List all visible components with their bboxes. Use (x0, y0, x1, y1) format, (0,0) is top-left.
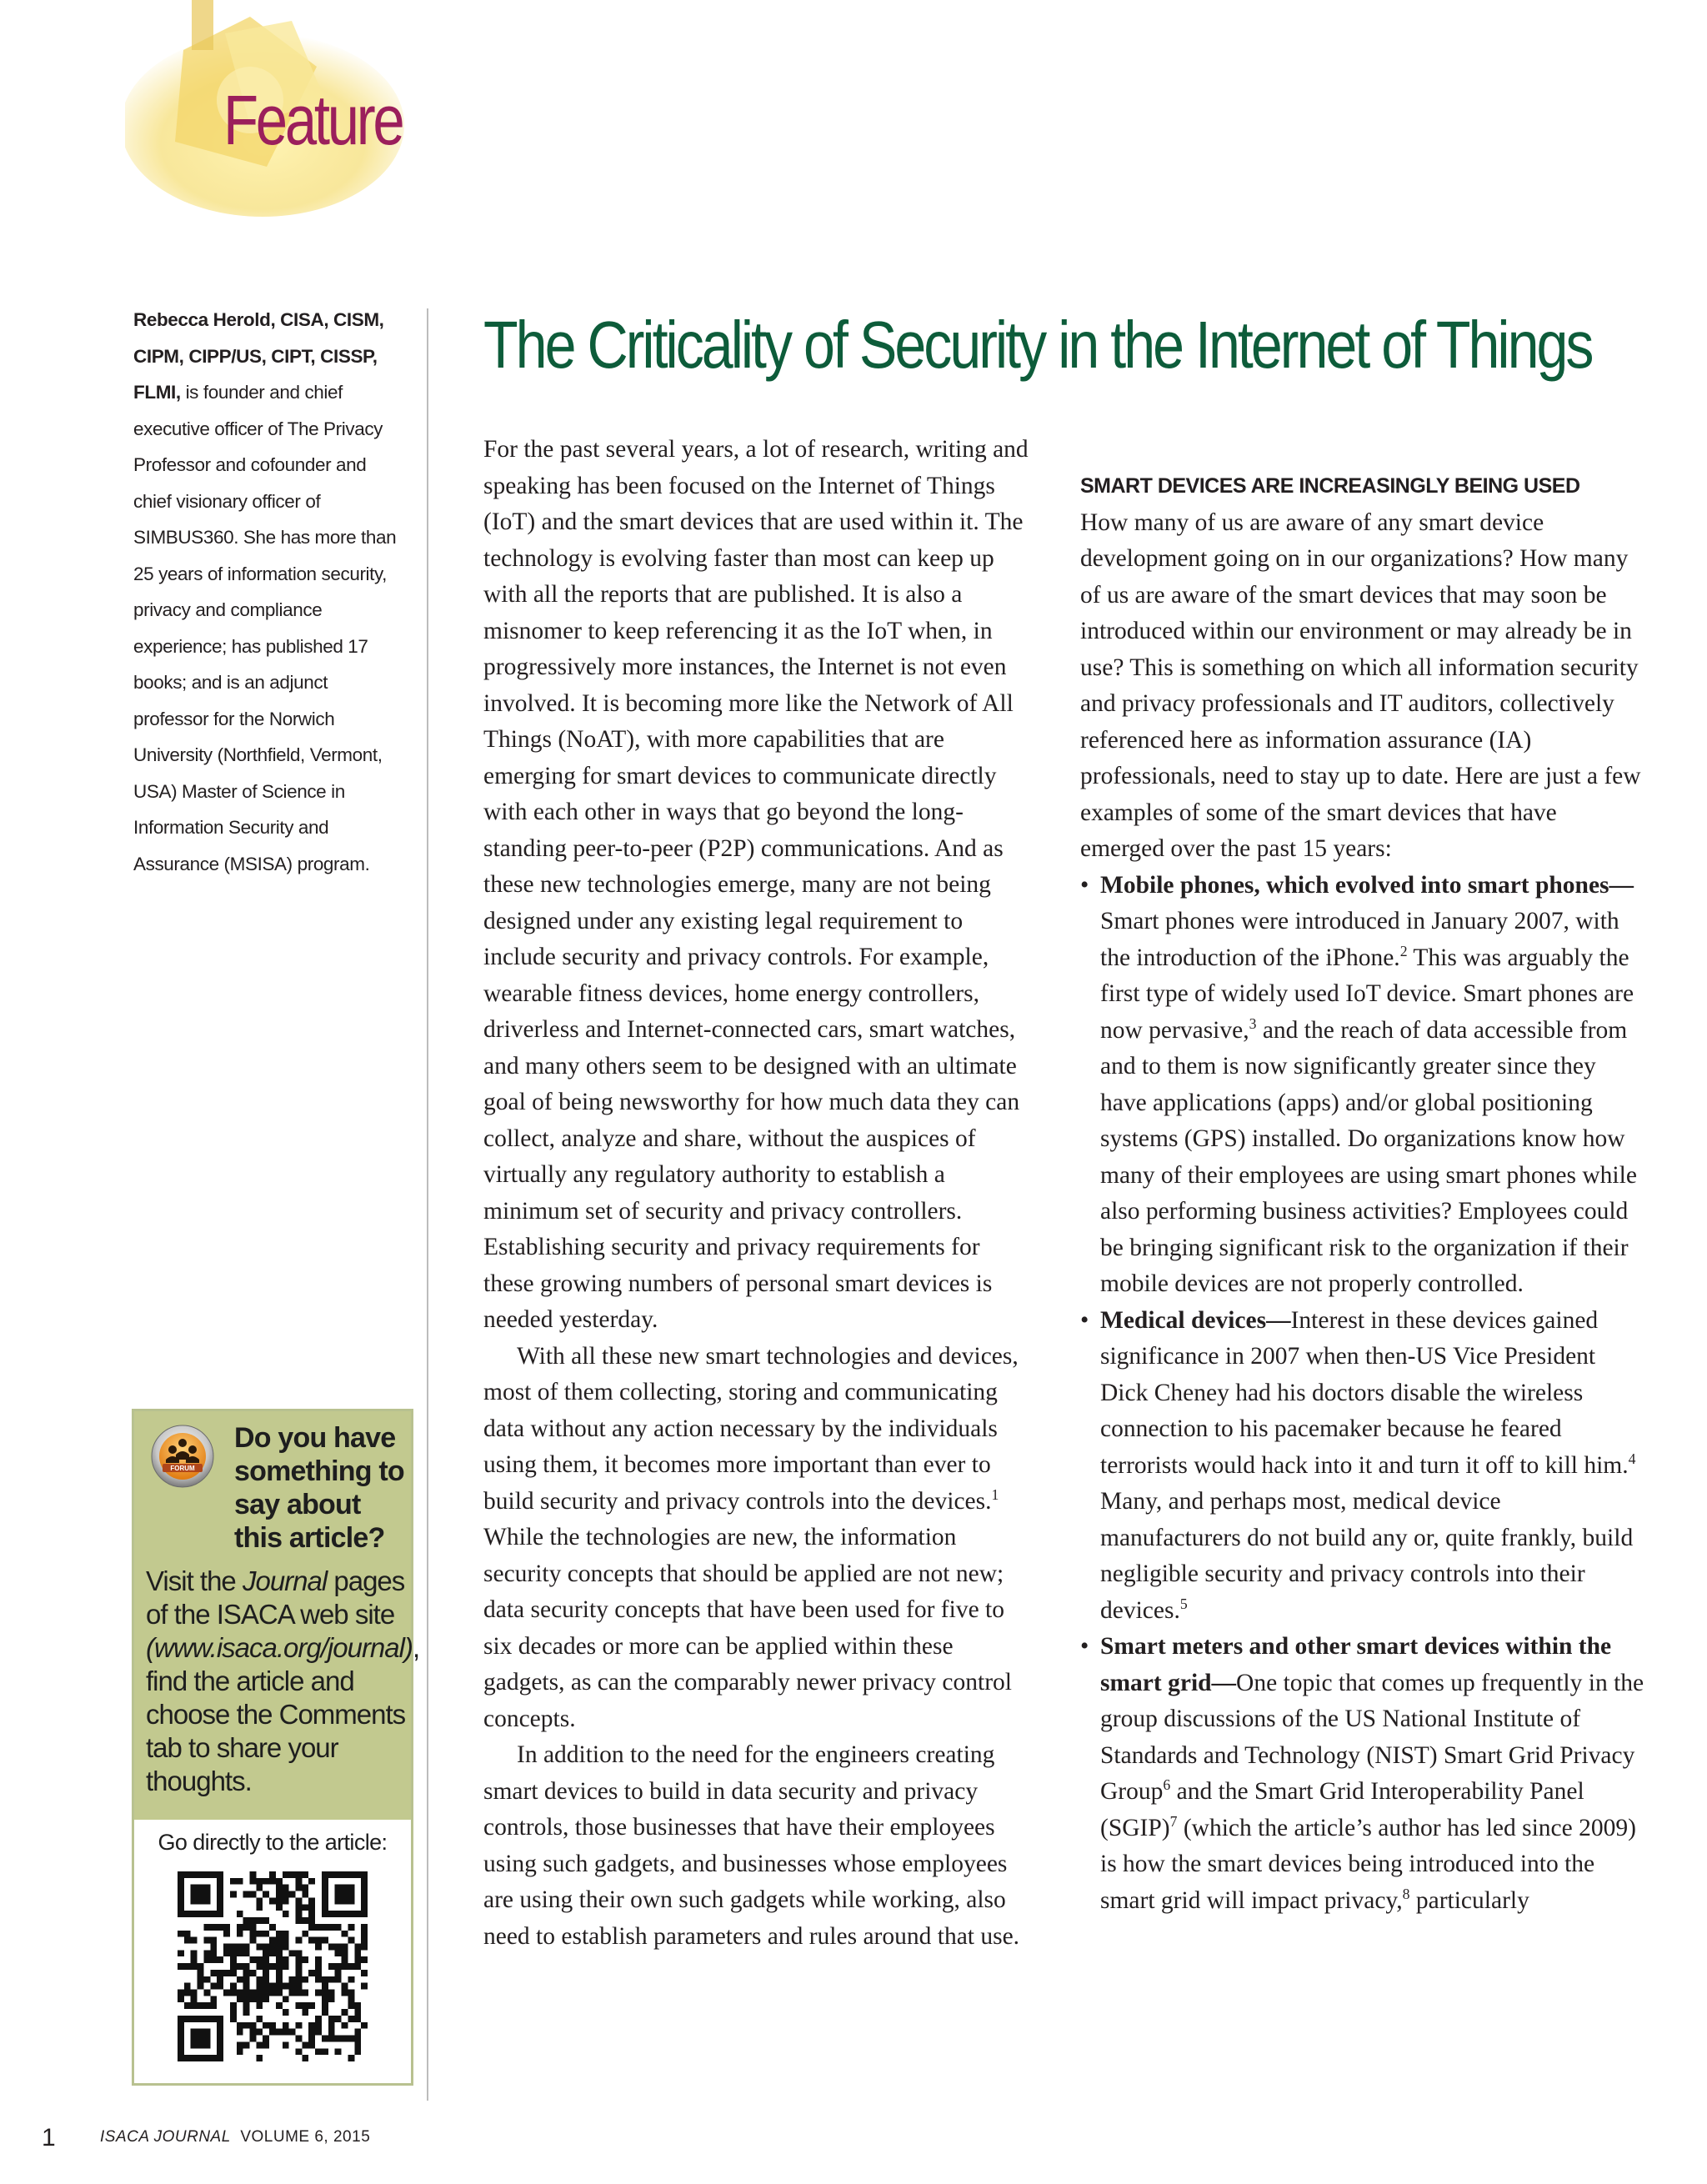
article-column-2 (1080, 468, 1647, 1919)
bullet-icon: • (1080, 871, 1089, 899)
author-bio-text: is founder and chief executive officer of The Privacy Professor and cofounder and chief visionary officer of SIMBUS360. She has more than 25 years of information security, privacy and compliance experience; has published 17 books; and is an adjunct professor for the Norwich University (Northfield, Vermont, USA) Master of Science in Information Security and Assurance (MSISA) program. (133, 382, 397, 874)
device-list (1080, 868, 1647, 1920)
section-intro: How many of us are aware of any smart device development going on in our organizations? How many of us are aware of the smart devices that may soon be introduced within our environment or may already be in use? This is something on which all information security and privacy professionals and IT auditors, collectively referenced here as information assurance (IA) professionals, need to stay up to date. Here are just a few examples of some of the smart devices that have emerged over the past 15 years: (1080, 508, 1641, 862)
go-directly-label: Go directly to the article: (158, 1830, 388, 1855)
journal-name: ISACA JOURNAL (100, 2128, 231, 2146)
section-heading: SMART DEVICES ARE INCREASINGLY BEING USED (1080, 474, 1580, 498)
page-number: 1 (42, 2124, 56, 2151)
forum-callout (132, 1409, 420, 2086)
paragraph-2: With all these new smart technologies and devices, most of them collecting, storing and communicating data without any action necessary by the individuals using them, it becomes more important than ever to build security and privacy controls into the devices.$^1$ While the technologies are new, the information security concepts that should be applied are not new; data security concepts that have been used for five to six decades or more can be applied within these gadgets, as can the comparably newer privacy control concepts. (483, 1342, 1019, 1732)
forum-question: Do you have something to say about this article? (234, 1422, 404, 1554)
article-column-1 (483, 432, 1034, 1955)
article-title: The Criticality of Security in the Internet of Things (483, 308, 1592, 382)
list-item: • Smart meters and other smart devices within the smart grid—One topic that comes up frequently in the group discussions of the US National Institute of Standards and Technology (NIST) Smart Grid Privacy Group$^6$ and the Smart Grid Interoperability Panel (SGIP)$^7$ (which the article’s author has led since 2009) is how the smart devices being introduced into the smart grid will impact privacy,$^8$ particularly (1080, 1629, 1647, 1919)
author-name: Rebecca Herold, CISA, CISM, CIPM, CIPP/US, CIPT, CISSP, FLMI, (133, 309, 384, 403)
journal-volume: VOLUME 6, 2015 (240, 2128, 371, 2146)
forum-callout-top (134, 1411, 420, 1820)
bullet-icon: • (1080, 1633, 1089, 1660)
footnote-ref: 1 (991, 1485, 999, 1503)
column-divider (427, 308, 428, 2101)
bullet-icon: • (1080, 1306, 1089, 1334)
journal-footer (100, 2128, 370, 2146)
list-item: • Mobile phones, which evolved into smart phones—Smart phones were introduced in January 2007, with the introduction of the iPhone.$^2$ This was arguably the first type of widely used IoT device. Smart phones are now pervasive,$^3$ and the reach of data accessible from and to them is now significantly greater since they have applications (apps) and/or global positioning systems (GPS) installed. Do organizations know how many of their employees are using smart phones while also performing business activities? Employees could be bringing significant risk to the organization if their mobile devices are not properly controlled. (1080, 868, 1647, 1303)
paragraph-1: For the past several years, a lot of research, writing and speaking has been focused on the Internet of Things (IoT) and the smart devices that are used within it. The technology is evolving faster than most can keep up with all the reports that are published. It is also a misnomer to keep referencing it as the IoT when, in progressively more instances, the Internet is not even involved. It is becoming more like the Network of All Things (NoAT), with more capabilities that are emerging for smart devices to communicate directly with each other in ways that go beyond the long-standing peer-to-peer (P2P) communications. And as these new technologies emerge, many are not being designed under any existing legal requirement to include security and privacy controls. For example, wearable fitness devices, home energy controllers, driverless and Internet-connected cars, smart watches, and many others seem to be designed with an ultimate goal of being newsworthy for how much data they can collect, analyze and share, without the auspices of virtually any regulatory authority to establish a minimum set of security and privacy controllers. Establishing security and privacy requirements for these growing numbers of personal smart devices is needed yesterday. (483, 436, 1029, 1333)
author-bio (133, 302, 400, 882)
section-label: Feature (223, 81, 403, 159)
forum-text: Visit the Journal pages of the ISACA web site (www.isaca.org/journal), find the article and choose the Comments tab to share your thoughts. (146, 1565, 420, 1796)
qr-code[interactable] (178, 1871, 368, 2061)
list-item: • Medical devices—Interest in these devices gained significance in 2007 when then-US Vice President Dick Cheney had his doctors disable the wireless connection to his pacemaker because he feared terrorists would hack into it and turn it off to kill him.$^4$ Many, and perhaps most, medical device manufacturers do not build any or, quite frankly, build negligible security and privacy controls into their devices.$^5$ (1080, 1303, 1647, 1630)
forum-icon (151, 1425, 214, 1488)
journal-url-link[interactable]: (www.isaca.org/journal) (146, 1632, 413, 1663)
paragraph-3: In addition to the need for the engineers creating smart devices to build in data security and privacy controls, those businesses that have their employees using such gadgets, and businesses whose employees are using their own such gadgets while working, also need to establish parameters and rules around that use. (483, 1741, 1020, 1950)
forum-icon-label: FORUM (170, 1465, 195, 1472)
